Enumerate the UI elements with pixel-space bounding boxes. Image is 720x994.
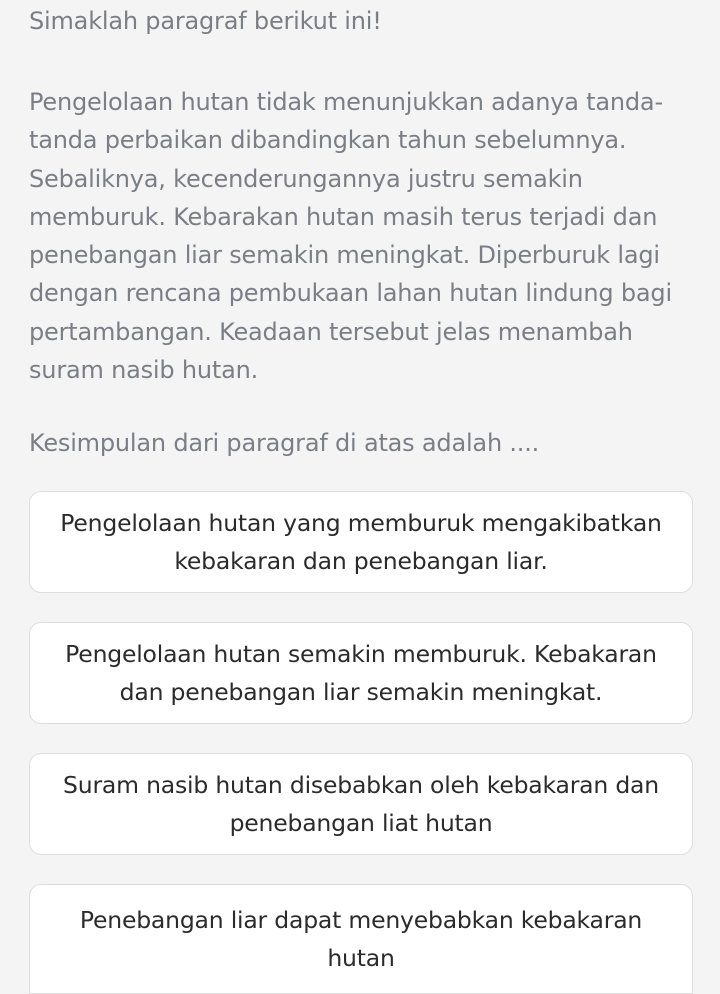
question-text: Kesimpulan dari paragraf di atas adalah .... (29, 429, 540, 458)
answer-option-2[interactable] (29, 622, 693, 724)
answer-option-label: Suram nasib hutan disebabkan oleh kebakaran dan penebangan liat hutan (63, 771, 659, 838)
answer-option-label: Pengelolaan hutan yang memburuk mengakibatkan kebakaran dan penebangan liar. (60, 509, 662, 576)
answer-option-label: Penebangan liar dapat menyebabkan kebakaran hutan (79, 906, 643, 973)
answer-option-3[interactable] (29, 753, 693, 855)
answer-option-label: Pengelolaan hutan semakin memburuk. Kebakaran dan penebangan liar semakin meningkat. (65, 640, 657, 707)
answer-options (29, 491, 692, 994)
passage-text: Pengelolaan hutan tidak menunjukkan adanya tanda-tanda perbaikan dibandingkan tahun sebelumnya. Sebaliknya, kecenderungannya justru semakin memburuk. Kebarakan hutan masih terus terjadi dan penebangan liar semakin meningkat. Diperburuk lagi dengan rencana pembukaan lahan hutan lindung bagi pertambangan. Keadaan tersebut jelas menambah suram nasib hutan. (29, 88, 672, 385)
instruction-text: Simaklah paragraf berikut ini! (29, 7, 382, 35)
answer-option-1[interactable] (29, 491, 693, 593)
